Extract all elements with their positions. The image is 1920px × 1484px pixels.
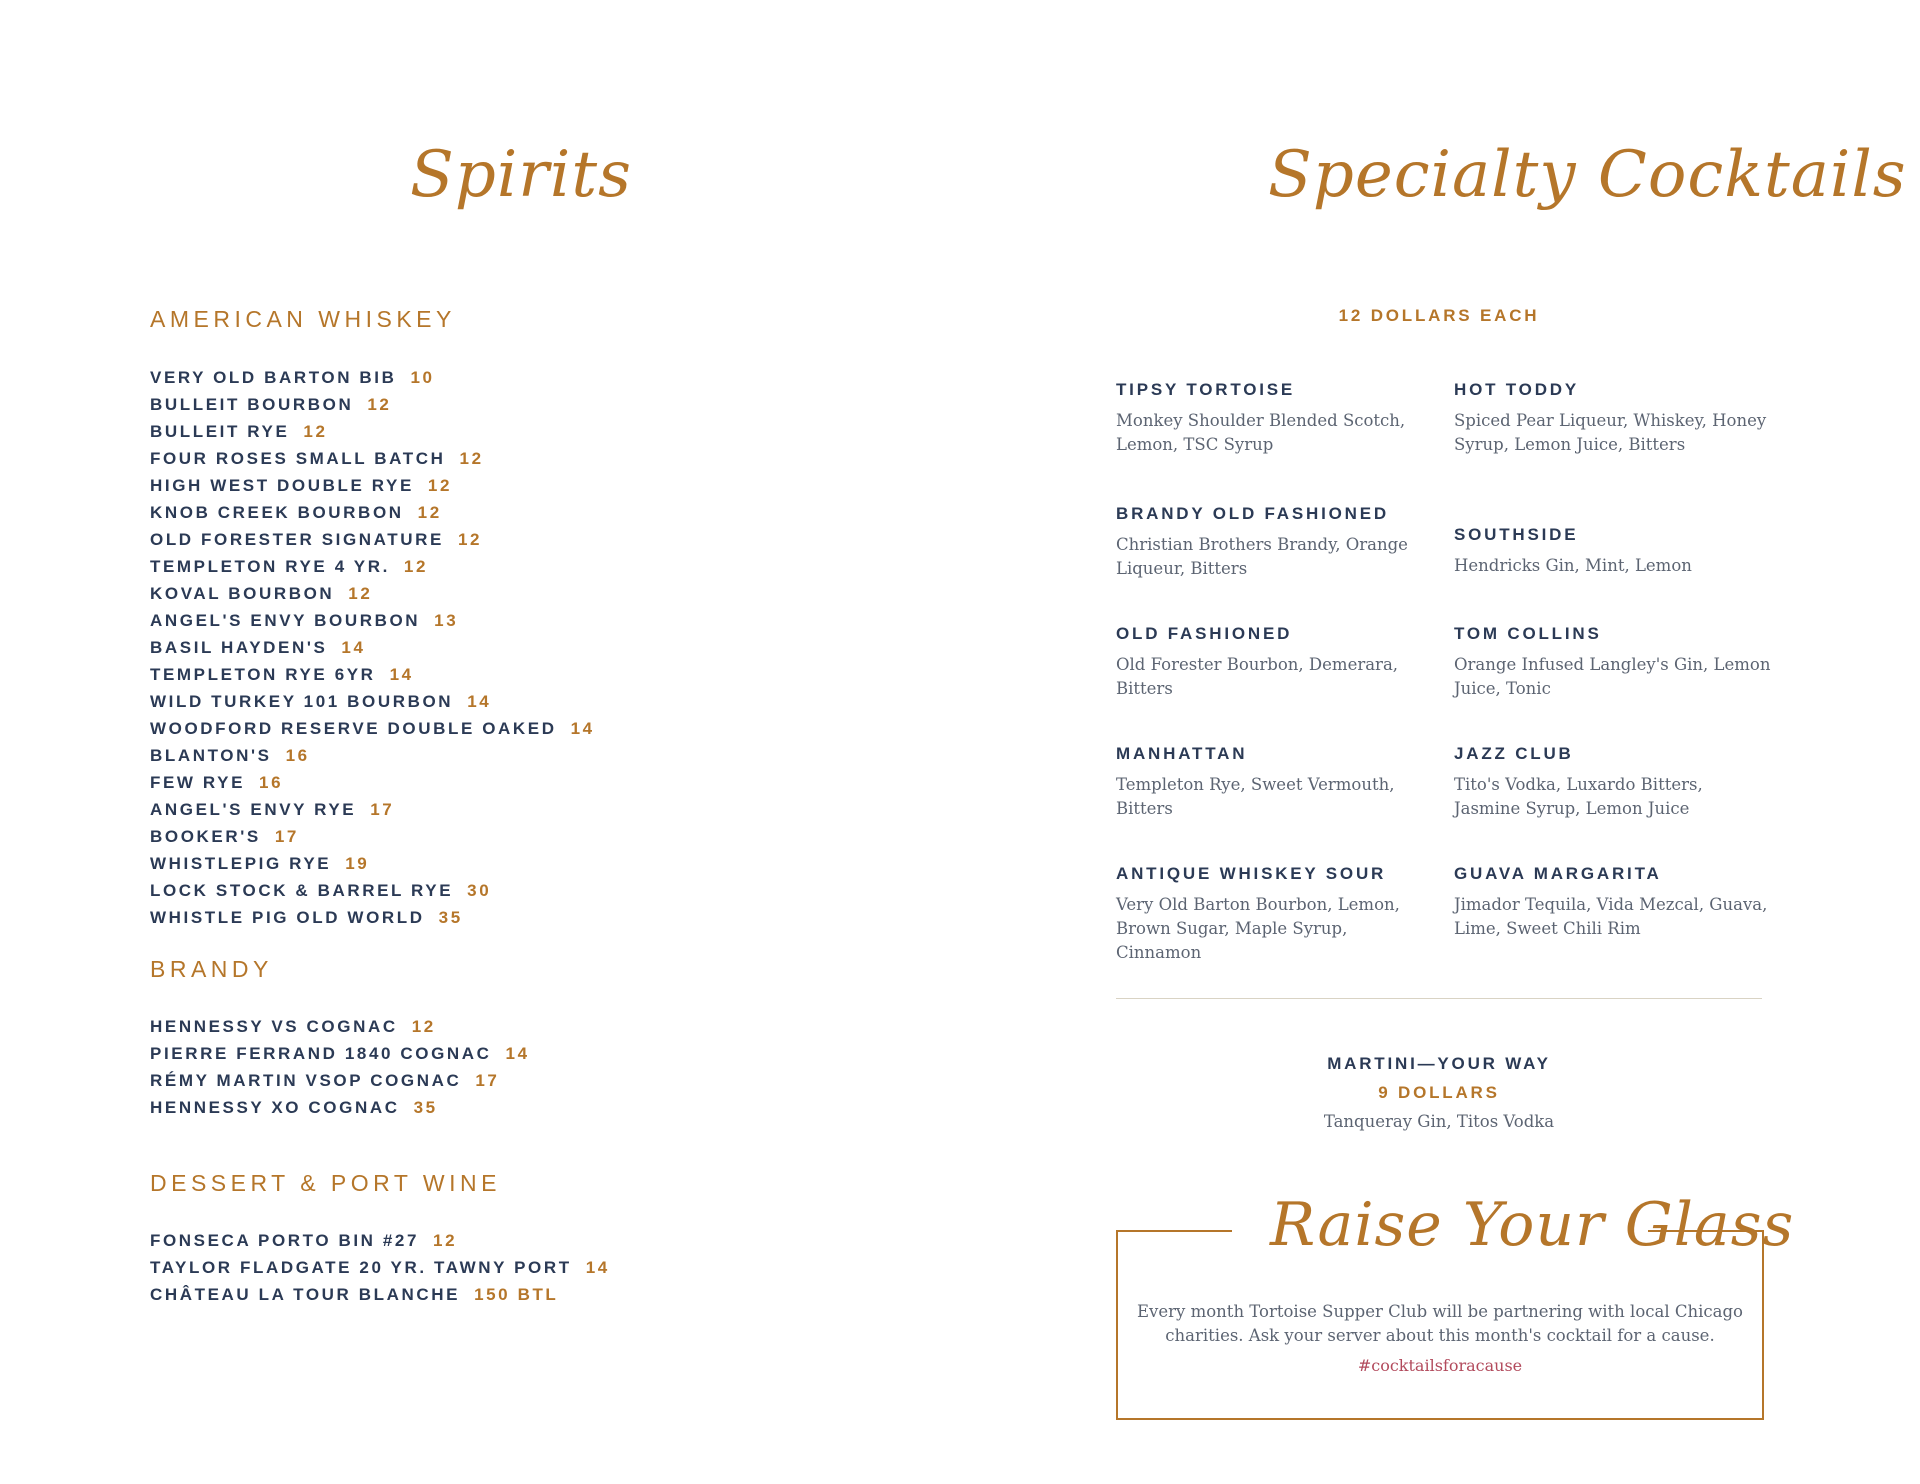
brandy-list <box>150 1013 530 1121</box>
cocktail-antique-whiskey-sour <box>1116 864 1436 965</box>
spirit-name: OLD FORESTER SIGNATURE <box>150 530 444 549</box>
spirit-item <box>150 1040 530 1067</box>
spirit-name: ANGEL'S ENVY BOURBON <box>150 611 421 630</box>
section-heading-brandy: BRANDY <box>150 956 273 982</box>
spirit-price: 35 <box>438 908 463 927</box>
spirit-price: 12 <box>367 395 392 414</box>
section-heading-american-whiskey: AMERICAN WHISKEY <box>150 306 456 332</box>
spirit-name: WOODFORD RESERVE DOUBLE OAKED <box>150 719 557 738</box>
spirit-item <box>150 1227 610 1254</box>
dessert-port-list <box>150 1227 610 1308</box>
cocktail-name: MANHATTAN <box>1116 744 1248 763</box>
cocktail-desc: Hendricks Gin, Mint, Lemon <box>1454 556 1692 575</box>
martini-desc: Tanqueray Gin, Titos Vodka <box>1323 1112 1555 1131</box>
spirit-price: 12 <box>303 422 328 441</box>
spirit-price: 14 <box>389 665 414 684</box>
cocktail-name: TOM COLLINS <box>1454 624 1602 643</box>
cocktail-desc: Tito's Vodka, Luxardo Bitters, Jasmine Syrup, Lemon Juice <box>1454 775 1703 818</box>
spirit-name: FEW RYE <box>150 773 246 792</box>
spirit-name: BOOKER'S <box>150 827 261 846</box>
spirit-item <box>150 526 595 553</box>
spirits-title: Spirits <box>410 138 632 212</box>
cocktail-desc: Monkey Shoulder Blended Scotch, Lemon, TSC Syrup <box>1116 411 1406 454</box>
spirit-price: 14 <box>585 1258 610 1277</box>
spirit-price: 30 <box>467 881 492 900</box>
spirit-price: 35 <box>413 1098 438 1117</box>
spirit-price: 16 <box>285 746 310 765</box>
spirit-name: CHÂTEAU LA TOUR BLANCHE <box>150 1285 461 1304</box>
spirit-price: 14 <box>570 719 595 738</box>
spirit-price: 150 BTL <box>474 1285 559 1304</box>
spirit-name: HENNESSY VS COGNAC <box>150 1017 398 1036</box>
cocktail-brandy-old-fashioned <box>1116 504 1436 581</box>
spirit-name: KNOB CREEK BOURBON <box>150 503 404 522</box>
spirit-price: 14 <box>505 1044 530 1063</box>
cocktail-hot-toddy <box>1454 380 1774 457</box>
spirit-price: 17 <box>274 827 299 846</box>
spirit-item <box>150 499 595 526</box>
cocktail-old-fashioned <box>1116 624 1436 701</box>
spirit-price: 12 <box>411 1017 436 1036</box>
raise-glass-title: Raise Your Glass <box>1270 1190 1795 1260</box>
spirit-item <box>150 1067 530 1094</box>
spirit-item <box>150 877 595 904</box>
section-divider <box>1116 998 1762 999</box>
spirit-item <box>150 634 595 661</box>
spirit-item <box>150 1254 610 1281</box>
spirit-name: BULLEIT BOURBON <box>150 395 354 414</box>
cocktail-name: BRANDY OLD FASHIONED <box>1116 504 1389 523</box>
spirit-item <box>150 688 595 715</box>
martini-block <box>1116 1054 1762 1131</box>
martini-price: 9 DOLLARS <box>1378 1083 1500 1102</box>
spirit-name: LOCK STOCK & BARREL RYE <box>150 881 454 900</box>
cocktail-name: ANTIQUE WHISKEY SOUR <box>1116 864 1387 883</box>
spirit-item <box>150 661 595 688</box>
cocktail-name: GUAVA MARGARITA <box>1454 864 1662 883</box>
spirit-item <box>150 1281 610 1308</box>
spirit-price: 12 <box>427 476 452 495</box>
spirit-item <box>150 904 595 931</box>
cocktail-manhattan <box>1116 744 1436 821</box>
cocktails-title: Specialty Cocktails <box>1268 138 1907 212</box>
spirit-name: FOUR ROSES SMALL BATCH <box>150 449 446 468</box>
spirit-name: HIGH WEST DOUBLE RYE <box>150 476 414 495</box>
spirit-name: WHISTLE PIG OLD WORLD <box>150 908 425 927</box>
spirit-item <box>150 364 595 391</box>
cocktail-southside <box>1454 525 1774 578</box>
spirit-name: TEMPLETON RYE 4 YR. <box>150 557 390 576</box>
spirit-price: 12 <box>433 1231 458 1250</box>
spirit-item <box>150 580 595 607</box>
cocktail-desc: Orange Infused Langley's Gin, Lemon Juice, Tonic <box>1454 655 1771 698</box>
spirit-price: 16 <box>259 773 284 792</box>
cocktail-price-note: 12 DOLLARS EACH <box>1338 306 1540 325</box>
spirit-name: RÉMY MARTIN VSOP COGNAC <box>150 1071 462 1090</box>
cocktail-desc: Very Old Barton Bourbon, Lemon, Brown Sugar, Maple Syrup, Cinnamon <box>1116 895 1400 962</box>
cocktail-jazz-club <box>1454 744 1774 821</box>
american-whiskey-list <box>150 364 595 931</box>
martini-name: MARTINI—YOUR WAY <box>1327 1054 1551 1073</box>
spirit-item <box>150 1013 530 1040</box>
cocktail-desc: Jimador Tequila, Vida Mezcal, Guava, Lime, Sweet Chili Rim <box>1454 895 1768 938</box>
spirit-item <box>150 742 595 769</box>
raise-glass-hashtag: #cocktailsforacause <box>1357 1356 1523 1375</box>
spirit-price: 14 <box>341 638 366 657</box>
spirit-name: TAYLOR FLADGATE 20 YR. TAWNY PORT <box>150 1258 572 1277</box>
raise-glass-text: Every month Tortoise Supper Club will be partnering with local Chicago charities. Ask your server about this month's cocktail for a cause. <box>1137 1302 1743 1345</box>
spirit-price: 12 <box>417 503 442 522</box>
spirit-name: VERY OLD BARTON BIB <box>150 368 397 387</box>
spirit-price: 17 <box>370 800 395 819</box>
cocktail-tom-collins <box>1454 624 1774 701</box>
spirit-price: 13 <box>434 611 459 630</box>
spirit-item <box>150 391 595 418</box>
cocktail-desc: Spiced Pear Liqueur, Whiskey, Honey Syrup, Lemon Juice, Bitters <box>1454 411 1767 454</box>
spirit-name: TEMPLETON RYE 6YR <box>150 665 376 684</box>
cocktail-name: OLD FASHIONED <box>1116 624 1293 643</box>
spirit-price: 12 <box>457 530 483 549</box>
spirit-price: 10 <box>410 368 435 387</box>
spirit-item <box>150 796 595 823</box>
spirit-item <box>150 445 595 472</box>
cocktail-name: HOT TODDY <box>1454 380 1580 399</box>
spirit-item <box>150 418 595 445</box>
spirit-price: 12 <box>403 557 429 576</box>
spirit-name: PIERRE FERRAND 1840 COGNAC <box>150 1044 492 1063</box>
cocktail-desc: Old Forester Bourbon, Demerara, Bitters <box>1116 655 1399 698</box>
spirit-price: 17 <box>475 1071 500 1090</box>
spirit-name: HENNESSY XO COGNAC <box>150 1098 400 1117</box>
spirit-item <box>150 607 595 634</box>
spirit-name: BLANTON'S <box>150 746 272 765</box>
spirit-name: ANGEL'S ENVY RYE <box>150 800 357 819</box>
spirit-name: WILD TURKEY 101 BOURBON <box>150 692 454 711</box>
cocktail-guava-margarita <box>1454 864 1774 941</box>
raise-glass-border-left <box>1116 1230 1232 1232</box>
spirit-item <box>150 715 595 742</box>
spirit-item <box>150 823 595 850</box>
cocktail-name: SOUTHSIDE <box>1454 525 1579 544</box>
spirit-item <box>150 769 595 796</box>
cocktail-name: JAZZ CLUB <box>1454 744 1574 763</box>
spirit-price: 12 <box>459 449 484 468</box>
spirit-name: BASIL HAYDEN'S <box>150 638 328 657</box>
cocktail-desc: Christian Brothers Brandy, Orange Liqueur, Bitters <box>1116 535 1408 578</box>
cocktail-name: TIPSY TORTOISE <box>1116 380 1296 399</box>
spirit-price: 19 <box>345 854 370 873</box>
spirit-item <box>150 850 595 877</box>
spirit-price: 12 <box>348 584 373 603</box>
cocktail-desc: Templeton Rye, Sweet Vermouth, Bitters <box>1116 775 1395 818</box>
cocktail-tipsy-tortoise <box>1116 380 1436 457</box>
spirit-item <box>150 1094 530 1121</box>
spirit-item <box>150 553 595 580</box>
spirit-name: KOVAL BOURBON <box>150 584 335 603</box>
spirit-name: BULLEIT RYE <box>150 422 290 441</box>
spirit-price: 14 <box>467 692 492 711</box>
spirit-name: FONSECA PORTO BIN #27 <box>150 1231 420 1250</box>
section-heading-dessert-port: DESSERT & PORT WINE <box>150 1170 501 1196</box>
spirit-item <box>150 472 595 499</box>
spirit-name: WHISTLEPIG RYE <box>150 854 332 873</box>
